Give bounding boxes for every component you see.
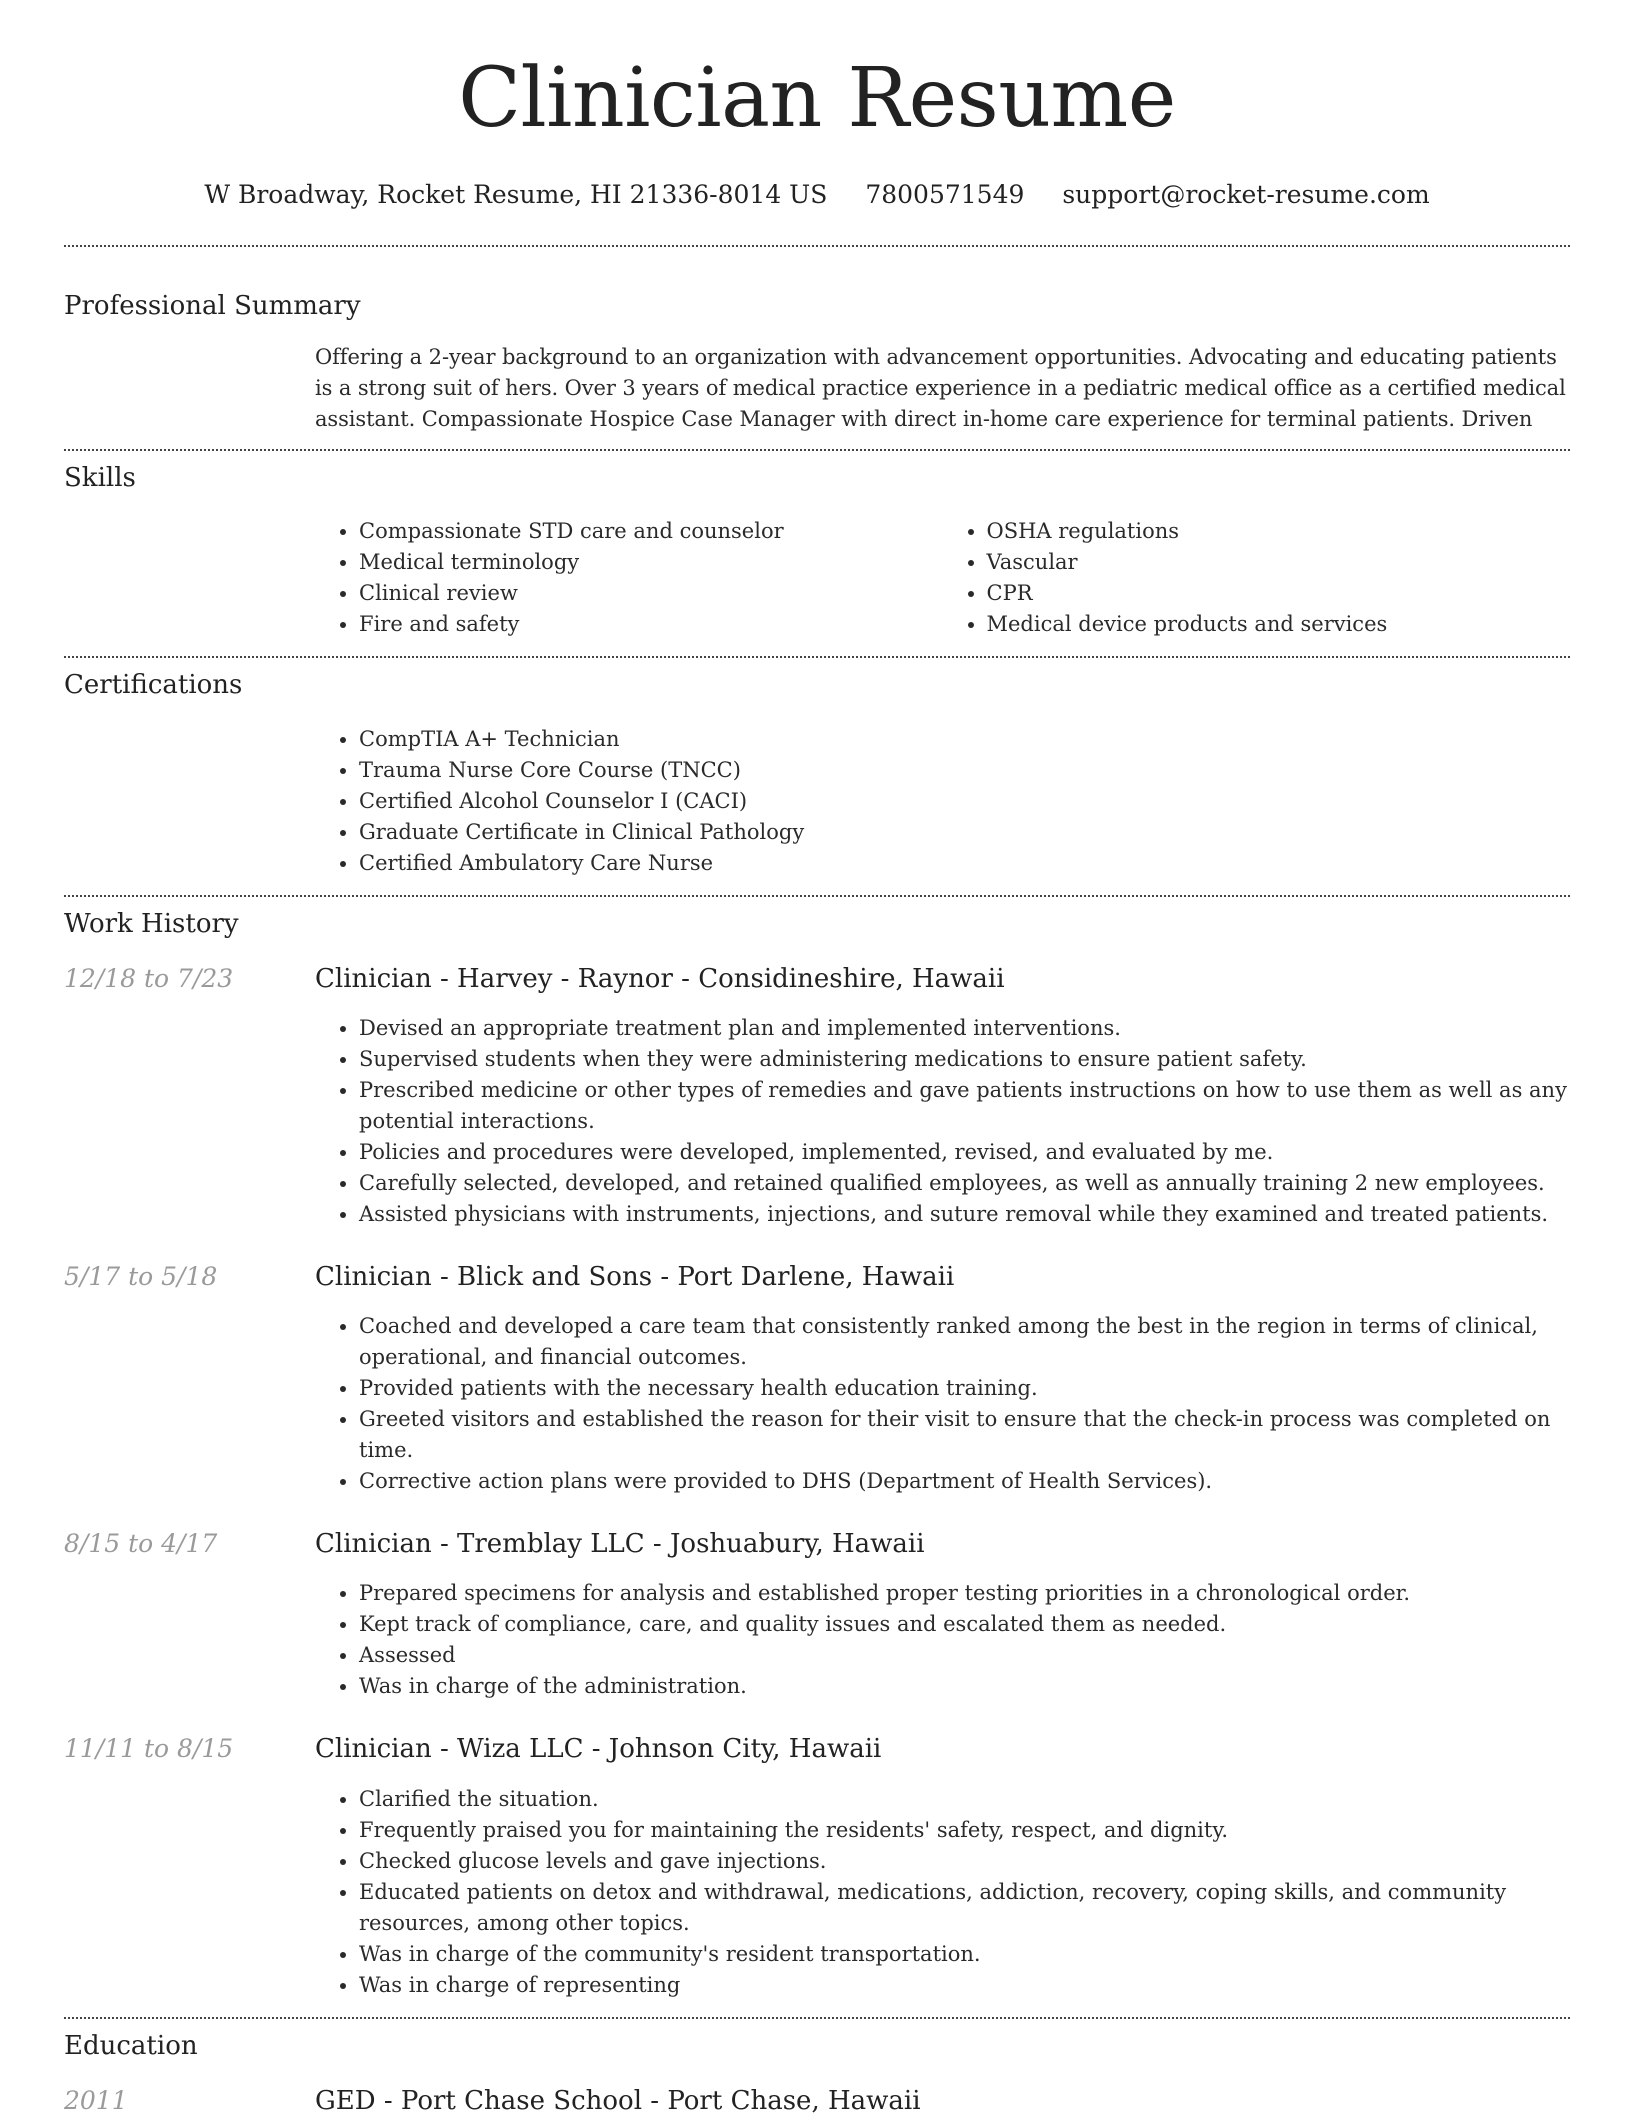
job-entry: [64, 1262, 1570, 1497]
job-dates: 5/17 to 5/18: [64, 1261, 218, 1291]
job-title: Clinician - Harvey - Raynor - Considineshire, Hawaii: [315, 963, 1005, 994]
list-item: • Trauma Nurse Core Course (TNCC): [359, 755, 1570, 786]
section-heading-skills: Skills: [64, 463, 136, 494]
job-entry: [64, 1529, 1570, 1702]
list-item: • Assessed: [359, 1640, 1570, 1671]
job-title: Clinician - Tremblay LLC - Joshuabury, Hawaii: [315, 1529, 925, 1560]
list-item: • Educated patients on detox and withdrawal, medications, addiction, recovery, coping skills, and community resources, among other topics.: [359, 1877, 1570, 1939]
skills-list-right: [943, 516, 1571, 640]
summary-text: Offering a 2-year background to an organization with advancement opportunities. Advocating and educating patients is a strong suit of hers. Over 3 years of medical practice experience in a pediatric medical office as a certified medical assistant. Compassionate Hospice Case Manager with direct in-home care experience for terminal patients. Driven: [315, 345, 1566, 432]
divider: [64, 245, 1570, 247]
list-item: • Was in charge of the community's resident transportation.: [359, 1939, 1570, 1970]
skills-section: [64, 463, 1570, 640]
list-item: • Provided patients with the necessary health education training.: [359, 1373, 1570, 1404]
contact-email: support@rocket-resume.com: [1062, 180, 1430, 209]
contact-line: [64, 180, 1570, 209]
list-item: • Graduate Certificate in Clinical Pathology: [359, 817, 1570, 848]
job-dates: 11/11 to 8/15: [64, 1734, 234, 1764]
divider: [64, 449, 1570, 451]
certifications-list: [315, 724, 1570, 879]
section-heading-summary: Professional Summary: [64, 291, 361, 321]
contact-address: W Broadway, Rocket Resume, HI 21336-8014 US: [204, 180, 828, 209]
list-item: • OSHA regulations: [987, 516, 1571, 547]
list-item: • Kept track of compliance, care, and quality issues and escalated them as needed.: [359, 1609, 1570, 1640]
job-entry: [64, 1734, 1570, 2000]
list-item: • Compassionate STD care and counselor: [359, 516, 943, 547]
list-item: • Certified Alcohol Counselor I (CACI): [359, 786, 1570, 817]
list-item: • Carefully selected, developed, and retained qualified employees, as well as annually training 2 new employees.: [359, 1168, 1570, 1199]
list-item: • Was in charge of representing: [359, 1970, 1570, 2001]
list-item: • Prepared specimens for analysis and established proper testing priorities in a chronological order.: [359, 1578, 1570, 1609]
list-item: • Supervised students when they were administering medications to ensure patient safety.: [359, 1044, 1570, 1075]
list-item: • Fire and safety: [359, 609, 943, 640]
job-dates: 8/15 to 4/17: [64, 1529, 218, 1559]
list-item: • Medical terminology: [359, 547, 943, 578]
list-item: • Assisted physicians with instruments, injections, and suture removal while they examined and treated patients.: [359, 1199, 1570, 1230]
education-year: 2011: [64, 2085, 128, 2115]
divider: [64, 656, 1570, 658]
section-heading-work-history: Work History: [64, 908, 239, 939]
list-item: • Checked glucose levels and gave injections.: [359, 1846, 1570, 1877]
certifications-section: [64, 670, 1570, 878]
contact-phone: 7800571549: [865, 180, 1025, 209]
list-item: • Was in charge of the administration.: [359, 1671, 1570, 1702]
job-title: Clinician - Blick and Sons - Port Darlene, Hawaii: [315, 1261, 955, 1292]
job-entry: [64, 964, 1570, 1230]
job-bullets: [315, 1311, 1570, 1497]
job-title: Clinician - Wiza LLC - Johnson City, Hawaii: [315, 1734, 882, 1765]
list-item: • Medical device products and services: [987, 609, 1571, 640]
list-item: • Clinical review: [359, 578, 943, 609]
list-item: • Prescribed medicine or other types of remedies and gave patients instructions on how to use them as well as any potential interactions.: [359, 1075, 1570, 1137]
job-dates: 12/18 to 7/23: [64, 963, 234, 993]
resume-title: Clinician Resume: [458, 51, 1176, 146]
list-item: • Coached and developed a care team that consistently ranked among the best in the region in terms of clinical, operational, and financial outcomes.: [359, 1311, 1570, 1373]
job-bullets: [315, 1784, 1570, 2001]
education-title: GED - Port Chase School - Port Chase, Hawaii: [315, 2085, 921, 2116]
list-item: • Greeted visitors and established the reason for their visit to ensure that the check-in process was completed on time.: [359, 1404, 1570, 1466]
list-item: • CompTIA A+ Technician: [359, 724, 1570, 755]
list-item: • Clarified the situation.: [359, 1784, 1570, 1815]
education-entry: [64, 2086, 1570, 2117]
job-bullets: [315, 1013, 1570, 1230]
education-section: [64, 2031, 1570, 2117]
section-heading-education: Education: [64, 2030, 198, 2061]
skills-list-left: [315, 516, 943, 640]
list-item: • Certified Ambulatory Care Nurse: [359, 848, 1570, 879]
list-item: • CPR: [987, 578, 1571, 609]
job-bullets: [315, 1578, 1570, 1702]
list-item: • Devised an appropriate treatment plan and implemented interventions.: [359, 1013, 1570, 1044]
list-item: • Frequently praised you for maintaining the residents' safety, respect, and dignity.: [359, 1815, 1570, 1846]
divider: [64, 895, 1570, 897]
summary-section: [64, 291, 1570, 435]
list-item: • Policies and procedures were developed, implemented, revised, and evaluated by me.: [359, 1137, 1570, 1168]
section-heading-certifications: Certifications: [64, 670, 243, 701]
divider: [64, 2017, 1570, 2019]
list-item: • Vascular: [987, 547, 1571, 578]
list-item: • Corrective action plans were provided to DHS (Department of Health Services).: [359, 1466, 1570, 1497]
resume-page: [64, 0, 1570, 2117]
work-history-section: [64, 909, 1570, 2001]
